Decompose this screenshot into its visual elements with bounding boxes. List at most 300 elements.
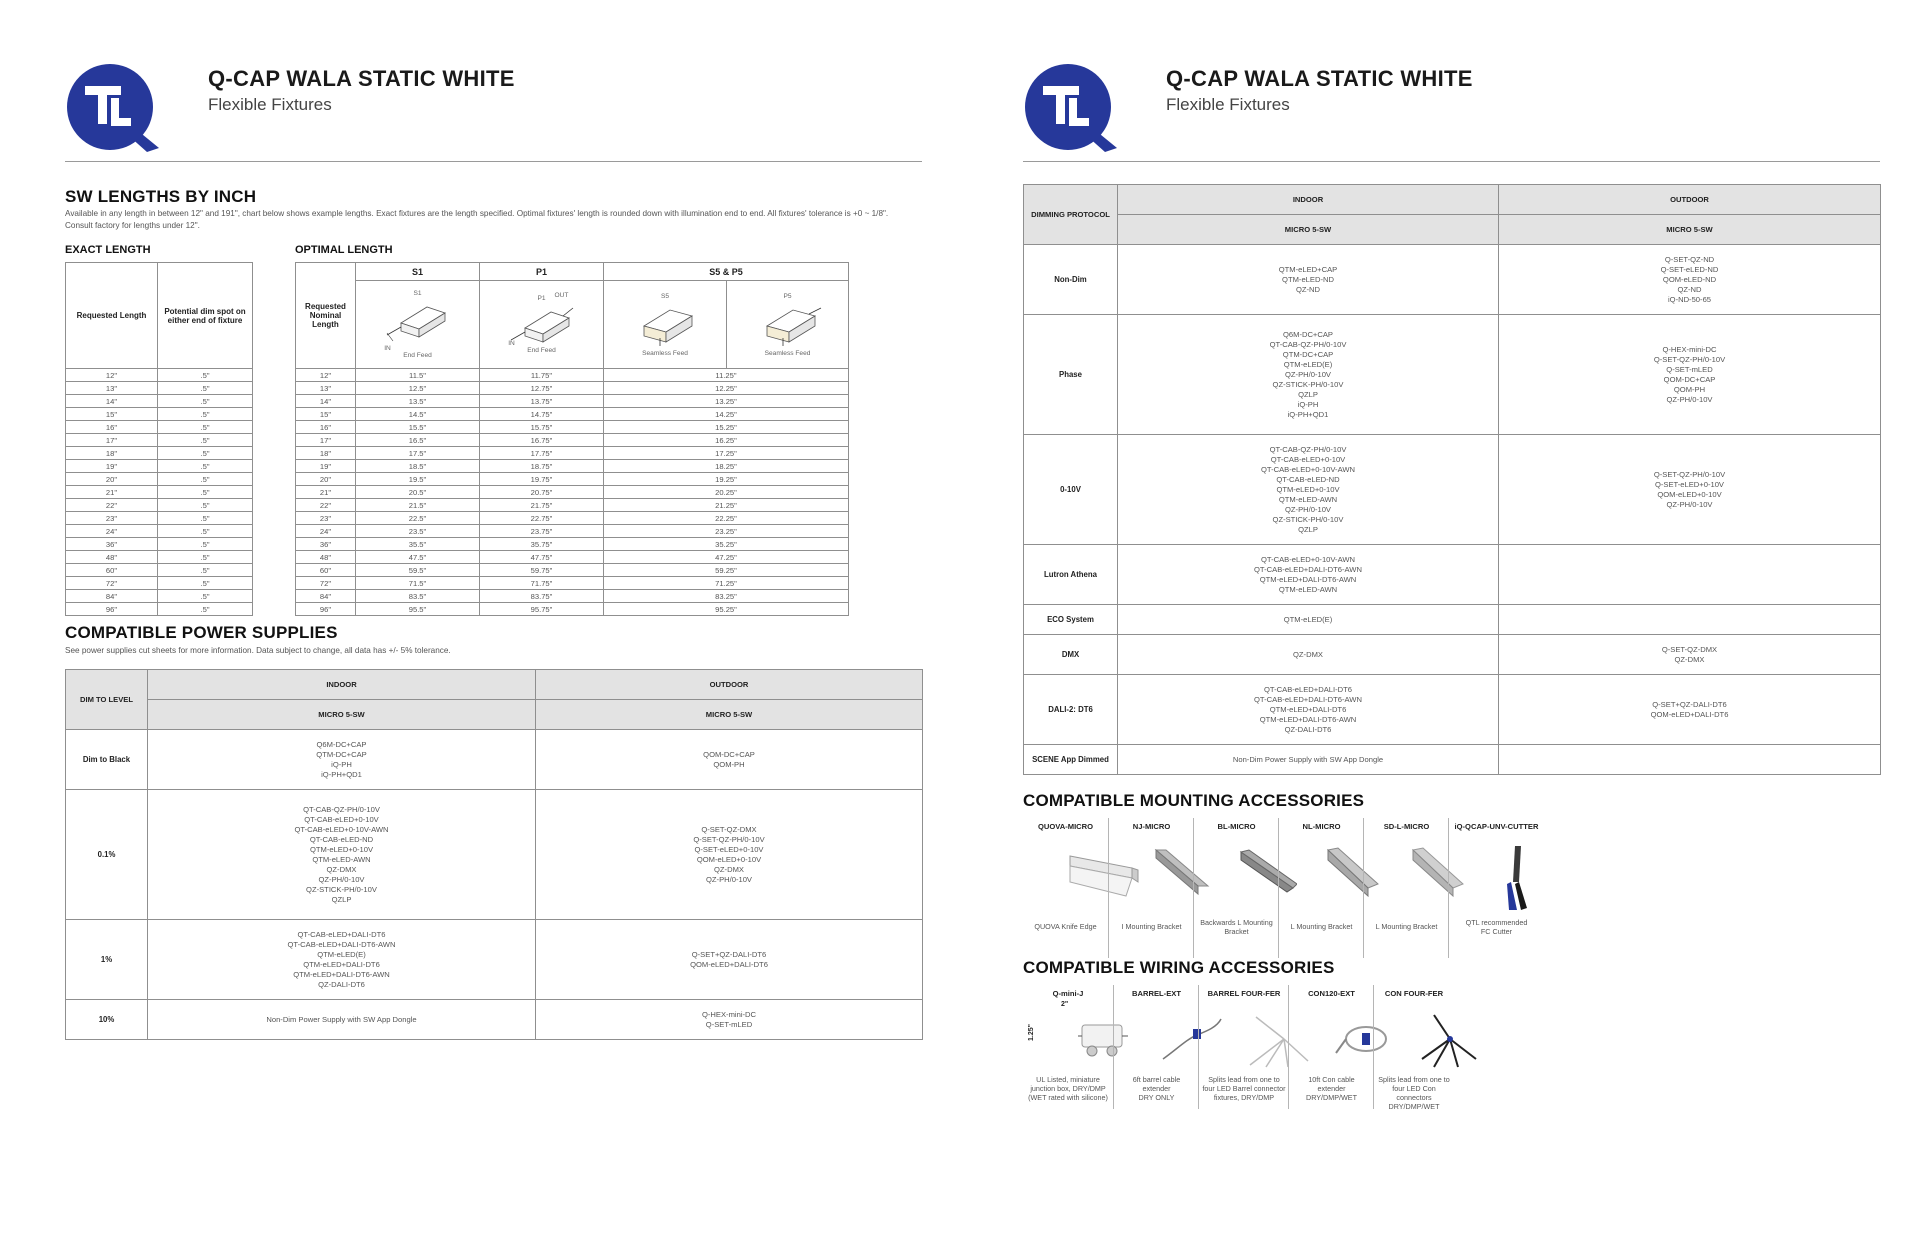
table-row xyxy=(66,538,253,551)
right-page xyxy=(960,0,1920,1242)
table-row xyxy=(296,369,849,382)
wiring-accessories xyxy=(1023,985,1453,1109)
s1-length: 35.5" xyxy=(356,538,480,551)
requested-length: 18" xyxy=(66,447,158,460)
description-line: DRY/DMP/WET xyxy=(1306,1093,1357,1102)
qtl-logo xyxy=(1023,62,1121,152)
product-code: QOM-PH xyxy=(1673,384,1706,394)
s5-fixture-drawing xyxy=(630,300,700,350)
nominal-length: 84" xyxy=(296,590,356,603)
page-subtitle: Flexible Fixtures xyxy=(208,95,332,114)
product-code: Q-SET-QZ-PH/0-10V xyxy=(1653,354,1726,364)
s5p5-length: 19.25" xyxy=(604,473,849,486)
mounting-accessory xyxy=(1108,818,1194,958)
product-code: QT-CAB-eLED+DALI-DT6-AWN xyxy=(1254,564,1362,574)
product-code: QZ-STICK-PH/0-10V xyxy=(1272,379,1344,389)
nominal-length: 21" xyxy=(296,486,356,499)
requested-length: 12" xyxy=(66,369,158,382)
accessory-description xyxy=(1199,1075,1289,1102)
s5p5-length: 17.25" xyxy=(604,447,849,460)
table-row xyxy=(296,486,849,499)
product-code: QTM-eLED+0-10V xyxy=(1276,484,1340,494)
product-code: QZ-PH/0-10V xyxy=(1285,504,1331,514)
requested-length: 60" xyxy=(66,564,158,577)
table-row xyxy=(66,460,253,473)
nominal-length: 60" xyxy=(296,564,356,577)
outdoor-cell xyxy=(1499,745,1881,775)
dimming-col-outdoor-micro: MICRO 5-SW xyxy=(1499,215,1881,245)
table-row xyxy=(1024,745,1881,775)
table-row xyxy=(66,564,253,577)
p1-length: 19.75" xyxy=(480,473,604,486)
indoor-cell xyxy=(1118,635,1499,675)
table-row xyxy=(296,499,849,512)
s5p5-length: 14.25" xyxy=(604,408,849,421)
table-row xyxy=(296,603,849,616)
product-code: QT-CAB-eLED-ND xyxy=(1276,474,1340,484)
table-row xyxy=(66,730,923,790)
product-code: QOM-eLED-ND xyxy=(1662,274,1717,284)
table-row xyxy=(66,447,253,460)
description-line: UL Listed, miniature xyxy=(1036,1075,1100,1084)
s5p5-length: 11.25" xyxy=(604,369,849,382)
product-code: Q-SET-eLED+0-10V xyxy=(694,844,764,854)
p1-length: 13.75" xyxy=(480,395,604,408)
s5p5-length: 18.25" xyxy=(604,460,849,473)
s1-length: 47.5" xyxy=(356,551,480,564)
table-row xyxy=(296,382,849,395)
product-code: QTM-eLED(E) xyxy=(317,949,366,959)
description-line: Splits lead from one to xyxy=(1208,1075,1280,1084)
mounting-accessory xyxy=(1363,818,1449,958)
row-label: ECO System xyxy=(1024,605,1118,635)
requested-length: 16" xyxy=(66,421,158,434)
dim-spot: .5" xyxy=(158,369,253,382)
table-row xyxy=(66,434,253,447)
exact-col-requested: Requested Length xyxy=(66,263,158,369)
wiring-accessory xyxy=(1198,985,1289,1109)
row-label: 0.1% xyxy=(66,790,148,920)
s5-feed-caption: Seamless Feed xyxy=(642,349,688,357)
product-code: QZ-ND xyxy=(1295,284,1321,294)
product-code: QTM-eLED-ND xyxy=(1282,274,1334,284)
s1-length: 11.5" xyxy=(356,369,480,382)
product-code: Q-SET-QZ-PH/0-10V xyxy=(693,834,765,844)
p1-length: 20.75" xyxy=(480,486,604,499)
table-row xyxy=(66,920,923,1000)
product-code: QTM-eLED-AWN xyxy=(1278,584,1338,594)
product-code: QT-CAB-eLED+0-10V xyxy=(1270,454,1346,464)
optimal-length-label: OPTIMAL LENGTH xyxy=(295,244,393,256)
row-label: Lutron Athena xyxy=(1024,545,1118,605)
nominal-length: 16" xyxy=(296,421,356,434)
product-code: QOM-DC+CAP xyxy=(1663,374,1716,384)
dim-spot: .5" xyxy=(158,538,253,551)
power-col-dim-level: DIM TO LEVEL xyxy=(66,670,148,730)
accessory-name: BARREL-EXT xyxy=(1132,989,1181,998)
table-row xyxy=(296,577,849,590)
product-code: QZ-STICK-PH/0-10V xyxy=(1272,514,1344,524)
requested-length: 96" xyxy=(66,603,158,616)
product-code: QZ-PH/0-10V xyxy=(318,874,365,884)
s5p5-length: 15.25" xyxy=(604,421,849,434)
accessory-name: NJ-MICRO xyxy=(1132,822,1171,831)
optimal-length-table xyxy=(295,262,849,616)
requested-length: 17" xyxy=(66,434,158,447)
product-code: QZ-STICK-PH/0-10V xyxy=(306,884,377,894)
p1-feed-caption: End Feed xyxy=(527,347,556,354)
p1-small-label: P1 xyxy=(537,295,546,302)
s5p5-length: 12.25" xyxy=(604,382,849,395)
indoor-cell xyxy=(148,920,536,1000)
dim-spot: .5" xyxy=(158,460,253,473)
outdoor-cell xyxy=(1499,635,1881,675)
product-code: QT-CAB-eLED+0-10V xyxy=(304,814,379,824)
nominal-length: 19" xyxy=(296,460,356,473)
indoor-cell xyxy=(1118,675,1499,745)
product-code: QZLP xyxy=(331,894,352,904)
requested-length: 48" xyxy=(66,551,158,564)
dim-spot: .5" xyxy=(158,473,253,486)
row-label: 10% xyxy=(66,1000,148,1040)
product-code: iQ-ND-50-65 xyxy=(1667,294,1712,304)
lengths-note: Available in any length in between 12" and 191", chart below shows example lengths. Exact fixtures are the length specified. Optimal fixtures' length is rounded down with illumination end to end. All fixtures' tolerance is +0 ~ 1/8". Consult factory for lengths under 12". xyxy=(65,209,889,230)
product-code: QTM-eLED+DALI-DT6-AWN xyxy=(1259,574,1357,584)
p1-length: 21.75" xyxy=(480,499,604,512)
product-code: QT-CAB-eLED+0-10V-AWN xyxy=(294,824,389,834)
header-divider xyxy=(1023,161,1880,162)
product-code: iQ-PH xyxy=(331,759,352,769)
product-code: QTM-eLED+DALI-DT6-AWN xyxy=(293,969,390,979)
optimal-col-s5p5: S5 & P5 xyxy=(604,263,849,281)
p5-diagram-cell xyxy=(727,281,849,369)
product-code: QOM-eLED+0-10V xyxy=(696,854,762,864)
product-code: QZ-DMX xyxy=(1293,649,1323,659)
dim-spot: .5" xyxy=(158,434,253,447)
optimal-col-s1: S1 xyxy=(356,263,480,281)
qtl-logo xyxy=(65,62,163,152)
nominal-length: 72" xyxy=(296,577,356,590)
accessory-description xyxy=(1374,1075,1454,1111)
product-code: Q-SET+QZ-DALI-DT6 xyxy=(691,949,767,959)
table-row xyxy=(296,525,849,538)
accessory-description xyxy=(1194,918,1279,936)
product-code: QOM-eLED+DALI-DT6 xyxy=(1650,709,1729,719)
description-line: four LED Barrel connector xyxy=(1202,1084,1286,1093)
description-line: Splits lead from one to xyxy=(1378,1075,1450,1084)
product-code: QZ-PH/0-10V xyxy=(1666,499,1713,509)
nominal-length: 48" xyxy=(296,551,356,564)
dimming-col-indoor-micro: MICRO 5-SW xyxy=(1118,215,1499,245)
description-line: Bracket xyxy=(1224,927,1249,936)
nominal-length: 36" xyxy=(296,538,356,551)
s5p5-length: 13.25" xyxy=(604,395,849,408)
product-code: QT-CAB-eLED+DALI-DT6 xyxy=(1264,684,1352,694)
nominal-length: 17" xyxy=(296,434,356,447)
s1-length: 15.5" xyxy=(356,421,480,434)
exact-length-label: EXACT LENGTH xyxy=(65,244,151,256)
description-line: extender xyxy=(1142,1084,1171,1093)
table-row xyxy=(66,603,253,616)
table-row xyxy=(1024,675,1881,745)
table-row xyxy=(296,460,849,473)
power-supplies-table xyxy=(65,669,923,1040)
product-code: QTM-eLED-AWN xyxy=(1278,494,1338,504)
s1-length: 13.5" xyxy=(356,395,480,408)
s5p5-length: 47.25" xyxy=(604,551,849,564)
dim-spot: .5" xyxy=(158,577,253,590)
description-line: 10ft Con cable xyxy=(1308,1075,1355,1084)
p1-length: 18.75" xyxy=(480,460,604,473)
p1-length: 15.75" xyxy=(480,421,604,434)
row-label: 1% xyxy=(66,920,148,1000)
p1-length: 71.75" xyxy=(480,577,604,590)
s1-diagram-cell xyxy=(356,281,480,369)
table-row xyxy=(66,369,253,382)
product-code: QOM-eLED+0-10V xyxy=(1657,489,1722,499)
product-code: QZ-ND xyxy=(1677,284,1702,294)
dim-spot: .5" xyxy=(158,421,253,434)
product-code: QT-CAB-QZ-PH/0-10V xyxy=(303,804,380,814)
s5-diagram-cell xyxy=(604,281,727,369)
product-code: QT-CAB-eLED+DALI-DT6-AWN xyxy=(287,939,396,949)
wiring-accessory xyxy=(1113,985,1199,1109)
product-code: Q-SET-eLED-ND xyxy=(1660,264,1719,274)
accessory-name: NL-MICRO xyxy=(1302,822,1341,831)
table-row xyxy=(66,525,253,538)
description-line: junction box, DRY/DMP xyxy=(1030,1084,1106,1093)
accessory-name: iQ-QCAP-UNV-CUTTER xyxy=(1454,822,1539,831)
s5p5-length: 23.25" xyxy=(604,525,849,538)
requested-length: 14" xyxy=(66,395,158,408)
description-line: fixtures, DRY/DMP xyxy=(1213,1093,1275,1102)
product-code: QT-CAB-eLED-ND xyxy=(309,834,374,844)
wiring-heading: COMPATIBLE WIRING ACCESSORIES xyxy=(1023,958,1335,977)
product-code: QZLP xyxy=(1298,389,1318,399)
p1-length: 16.75" xyxy=(480,434,604,447)
product-code: Q-HEX-mini-DC xyxy=(702,1009,756,1019)
p1-length: 22.75" xyxy=(480,512,604,525)
optimal-col-requested: Requested Nominal Length xyxy=(296,263,356,369)
requested-length: 19" xyxy=(66,460,158,473)
description-line: DRY ONLY xyxy=(1138,1093,1175,1102)
product-code: Q6M-DC+CAP xyxy=(316,739,367,749)
s1-length: 83.5" xyxy=(356,590,480,603)
product-code: QT-CAB-eLED+0-10V-AWN xyxy=(1260,464,1356,474)
product-code: Q-SET-eLED+0-10V xyxy=(1654,479,1724,489)
row-label: Dim to Black xyxy=(66,730,148,790)
accessory-name: CON120-EXT xyxy=(1308,989,1355,998)
dimension-width: 2" xyxy=(1061,1001,1069,1008)
optimal-col-p1: P1 xyxy=(480,263,604,281)
accessory-name: Q-mini-J xyxy=(1052,989,1084,998)
product-code: QT-CAB-eLED+DALI-DT6-AWN xyxy=(1254,694,1362,704)
description-line: Backwards L Mounting xyxy=(1200,918,1273,927)
s1-length: 16.5" xyxy=(356,434,480,447)
s1-length: 18.5" xyxy=(356,460,480,473)
p1-length: 47.75" xyxy=(480,551,604,564)
accessory-description xyxy=(1289,1075,1374,1102)
nominal-length: 14" xyxy=(296,395,356,408)
p5-feed-caption: Seamless Feed xyxy=(764,349,811,357)
p1-length: 95.75" xyxy=(480,603,604,616)
product-code: QT-CAB-eLED+0-10V-AWN xyxy=(1260,554,1356,564)
product-code: Q-HEX-mini-DC xyxy=(1662,344,1717,354)
product-code: QTM-eLED+DALI-DT6 xyxy=(303,959,380,969)
table-row xyxy=(296,538,849,551)
power-col-outdoor-micro: MICRO 5-SW xyxy=(536,700,923,730)
mounting-heading: COMPATIBLE MOUNTING ACCESSORIES xyxy=(1023,791,1365,810)
dim-spot: .5" xyxy=(158,551,253,564)
accessory-description xyxy=(1023,1075,1113,1102)
accessory-description xyxy=(1279,922,1364,931)
p1-length: 59.75" xyxy=(480,564,604,577)
table-row xyxy=(66,790,923,920)
power-heading: COMPATIBLE POWER SUPPLIES xyxy=(65,623,338,642)
accessory-name: CON FOUR-FER xyxy=(1384,989,1444,998)
mounting-accessories xyxy=(1023,818,1543,958)
row-label: DMX xyxy=(1024,635,1118,675)
description-line: QUOVA Knife Edge xyxy=(1034,922,1097,931)
table-row xyxy=(296,564,849,577)
row-label: DALI-2: DT6 xyxy=(1024,675,1118,745)
product-code: iQ-PH+QD1 xyxy=(321,769,362,779)
table-row xyxy=(66,408,253,421)
power-col-outdoor: OUTDOOR xyxy=(536,670,923,700)
dim-spot: .5" xyxy=(158,408,253,421)
p1-length: 83.75" xyxy=(480,590,604,603)
p1-in-label: IN xyxy=(508,340,515,347)
wiring-accessory xyxy=(1288,985,1374,1109)
power-col-indoor-micro: MICRO 5-SW xyxy=(148,700,536,730)
product-code: QTM-eLED(E) xyxy=(1283,614,1333,624)
indoor-cell xyxy=(1118,245,1499,315)
s5p5-length: 95.25" xyxy=(604,603,849,616)
s1-length: 12.5" xyxy=(356,382,480,395)
dim-spot: .5" xyxy=(158,590,253,603)
page-subtitle: Flexible Fixtures xyxy=(1166,95,1290,114)
accessory-name: SD-L-MICRO xyxy=(1383,822,1430,831)
product-code: QTM-eLED(E) xyxy=(1283,359,1333,369)
row-label: 0-10V xyxy=(1024,435,1118,545)
requested-length: 24" xyxy=(66,525,158,538)
indoor-cell xyxy=(1118,745,1499,775)
s5p5-length: 22.25" xyxy=(604,512,849,525)
table-row xyxy=(1024,545,1881,605)
product-code: Q-SET+QZ-DALI-DT6 xyxy=(1652,699,1727,709)
s1-feed-caption: End Feed xyxy=(403,352,432,359)
product-code: iQ-PH+QD1 xyxy=(1287,409,1329,419)
product-code: QTM-eLED+DALI-DT6-AWN xyxy=(1259,714,1357,724)
p1-length: 17.75" xyxy=(480,447,604,460)
s5p5-length: 83.25" xyxy=(604,590,849,603)
indoor-cell xyxy=(148,790,536,920)
product-code: QZ-DMX xyxy=(714,864,744,874)
product-code: Q-SET-QZ-ND xyxy=(1664,254,1715,264)
requested-length: 21" xyxy=(66,486,158,499)
table-row xyxy=(296,421,849,434)
dim-spot: .5" xyxy=(158,525,253,538)
dimming-protocol-table xyxy=(1023,184,1881,775)
description-line: extender xyxy=(1317,1084,1346,1093)
table-row xyxy=(66,382,253,395)
table-row xyxy=(66,512,253,525)
table-row xyxy=(66,1000,923,1040)
outdoor-cell xyxy=(1499,315,1881,435)
s5p5-length: 20.25" xyxy=(604,486,849,499)
accessory-name: QUOVA-MICRO xyxy=(1037,822,1094,831)
requested-length: 22" xyxy=(66,499,158,512)
nominal-length: 22" xyxy=(296,499,356,512)
p1-diagram-cell xyxy=(480,281,604,369)
dim-spot: .5" xyxy=(158,382,253,395)
accessory-description xyxy=(1109,922,1194,931)
table-row xyxy=(1024,435,1881,545)
nominal-length: 20" xyxy=(296,473,356,486)
product-code: QZ-PH/0-10V xyxy=(1666,394,1713,404)
product-code: QZ-PH/0-10V xyxy=(706,874,752,884)
outdoor-cell xyxy=(536,920,923,1000)
accessory-description xyxy=(1114,1075,1199,1102)
s1-length: 19.5" xyxy=(356,473,480,486)
p1-out-label: OUT xyxy=(554,292,569,299)
table-row xyxy=(66,551,253,564)
dim-spot: .5" xyxy=(158,564,253,577)
indoor-cell xyxy=(1118,435,1499,545)
outdoor-cell xyxy=(536,1000,923,1040)
s1-length: 23.5" xyxy=(356,525,480,538)
description-line: L Mounting Bracket xyxy=(1375,922,1438,931)
s5-small-label: S5 xyxy=(660,292,670,300)
description-line: QTL recommended xyxy=(1465,918,1528,927)
page-title: Q-CAP WALA STATIC WHITE xyxy=(208,66,515,91)
nominal-length: 12" xyxy=(296,369,356,382)
wiring-accessory xyxy=(1023,985,1113,1109)
description-line: DRY/DMP/WET xyxy=(1388,1102,1440,1111)
product-code: QOM-eLED+DALI-DT6 xyxy=(690,959,768,969)
dim-spot: .5" xyxy=(158,603,253,616)
product-code: QTM-eLED+DALI-DT6 xyxy=(1269,704,1347,714)
table-row xyxy=(66,421,253,434)
description-line: L Mounting Bracket xyxy=(1290,922,1353,931)
product-code: QTM-eLED+CAP xyxy=(1278,264,1338,274)
requested-length: 23" xyxy=(66,512,158,525)
product-code: Non-Dim Power Supply with SW App Dongle xyxy=(266,1014,417,1024)
table-row xyxy=(296,434,849,447)
indoor-cell xyxy=(1118,545,1499,605)
description-line: I Mounting Bracket xyxy=(1121,922,1182,931)
description-line: four LED Con connectors xyxy=(1392,1084,1436,1102)
nominal-length: 96" xyxy=(296,603,356,616)
s1-fixture-drawing xyxy=(383,297,453,345)
product-code: QTM-DC+CAP xyxy=(1282,349,1334,359)
outdoor-cell xyxy=(1499,245,1881,315)
table-row xyxy=(296,447,849,460)
dimming-col-indoor: INDOOR xyxy=(1118,185,1499,215)
product-code: QZ-PH/0-10V xyxy=(1285,369,1331,379)
accessory-description xyxy=(1023,922,1108,931)
table-row xyxy=(296,473,849,486)
table-row xyxy=(296,590,849,603)
table-row xyxy=(1024,245,1881,315)
p1-length: 14.75" xyxy=(480,408,604,421)
product-code: Q6M-DC+CAP xyxy=(1282,329,1333,339)
dim-spot: .5" xyxy=(158,395,253,408)
outdoor-cell xyxy=(536,730,923,790)
dimming-col-protocol: DIMMING PROTOCOL xyxy=(1024,185,1118,245)
dim-spot: .5" xyxy=(158,499,253,512)
outdoor-cell xyxy=(1499,545,1881,605)
